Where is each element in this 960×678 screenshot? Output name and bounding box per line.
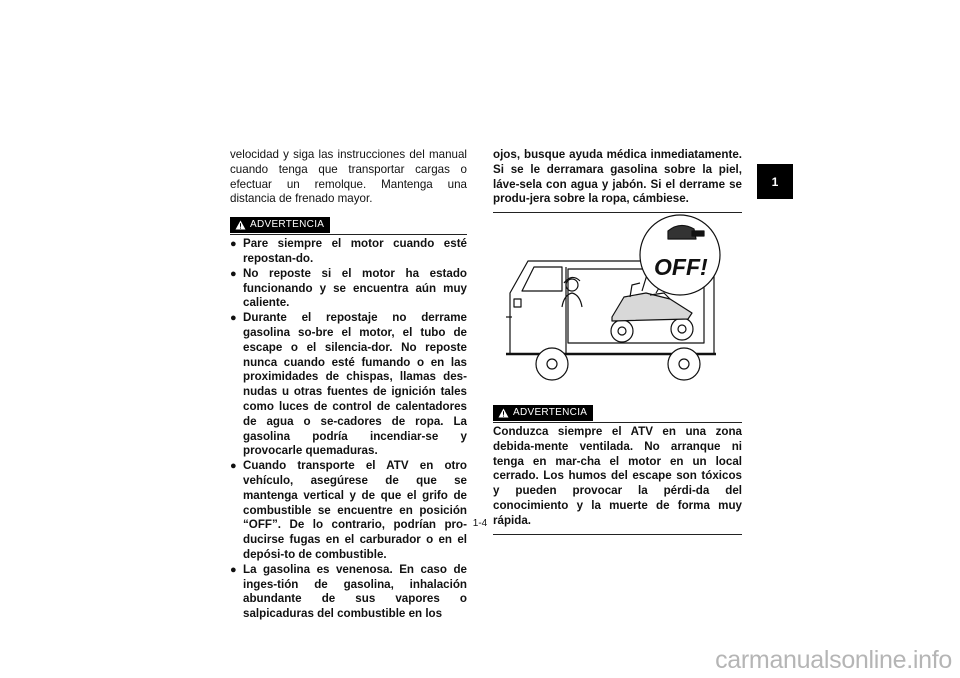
bullet-dot-icon: ●: [230, 460, 237, 473]
list-item: ● Durante el repostaje no derrame gasolina so-bre el motor, el tubo de escape o el silencia-dor. No reposte nunca cuando esté fumando o en las proximidades de chispas, llamas des-nudas u otras fuentes de ignición tales como luces de control de calentadores de agua o se-cadores de ropa. La gasolina podría incendiar-se y provocarle quemaduras.: [230, 311, 467, 458]
intro-paragraph: velocidad y siga las instrucciones del manual cuando tenga que transportar cargas o efectuar un remolque. Mantenga una distancia de frenado mayor.: [230, 148, 467, 206]
bullet-dot-icon: ●: [230, 312, 237, 325]
warning-triangle-icon: [498, 408, 509, 418]
right-column: [493, 148, 742, 213]
warning-bullet-list: [230, 237, 467, 622]
ventilation-warning-text: Conduzca siempre el ATV en una zona debida-mente ventilada. No arranque ni tenga en mar-cha el motor en un local cerrado. Los humos del escape son tóxicos y pueden provocar la pérdi-da del conocimiento y la muerte de forma muy rápida.: [493, 425, 742, 527]
warning-triangle-icon: [235, 220, 246, 230]
bullet-dot-icon: ●: [230, 563, 237, 576]
list-item: ● La gasolina es venenosa. En caso de inges-tión de gasolina, inhalación abundante de sus vapores o salpicaduras del combustible en los: [230, 562, 467, 621]
warning-badge: [493, 405, 593, 421]
warning-label: ADVERTENCIA: [250, 218, 325, 230]
right-warning-block: [493, 405, 742, 535]
warning-header-right: [493, 405, 742, 423]
left-column: [230, 148, 467, 622]
warning-badge: [230, 217, 330, 233]
continuation-paragraph: ojos, busque ayuda médica inmediatamente. Si se le derramara gasolina sobre la piel, láve-sela con agua y jabón. Si el derrame se produ-jera sobre la ropa, cámbiese.: [493, 148, 742, 206]
off-callout-text: OFF!: [654, 254, 708, 280]
watermark: carmanualsonline.info: [715, 646, 952, 674]
list-item: ● Pare siempre el motor cuando esté repostan-do.: [230, 237, 467, 265]
chapter-tab: 1: [757, 164, 793, 199]
list-item: ● No reposte si el motor ha estado funcionando y se encuentra aún muy caliente.: [230, 266, 467, 310]
divider-rule: [493, 534, 742, 535]
list-item: ● Cuando transporte el ATV en otro vehículo, asegúrese de que se mantenga vertical y de que el grifo de combustible se encuentre en posición “OFF”. De lo contrario, podrían pro-ducirse fugas en el carburador o en el depósi-to de combustible.: [230, 459, 467, 561]
atv-transport-illustration: [500, 213, 736, 395]
bullet-dot-icon: ●: [230, 267, 237, 280]
bullet-dot-icon: ●: [230, 238, 237, 251]
warning-label: ADVERTENCIA: [513, 406, 588, 418]
page-number: 1-4: [472, 518, 488, 529]
warning-header-left: [230, 217, 467, 235]
